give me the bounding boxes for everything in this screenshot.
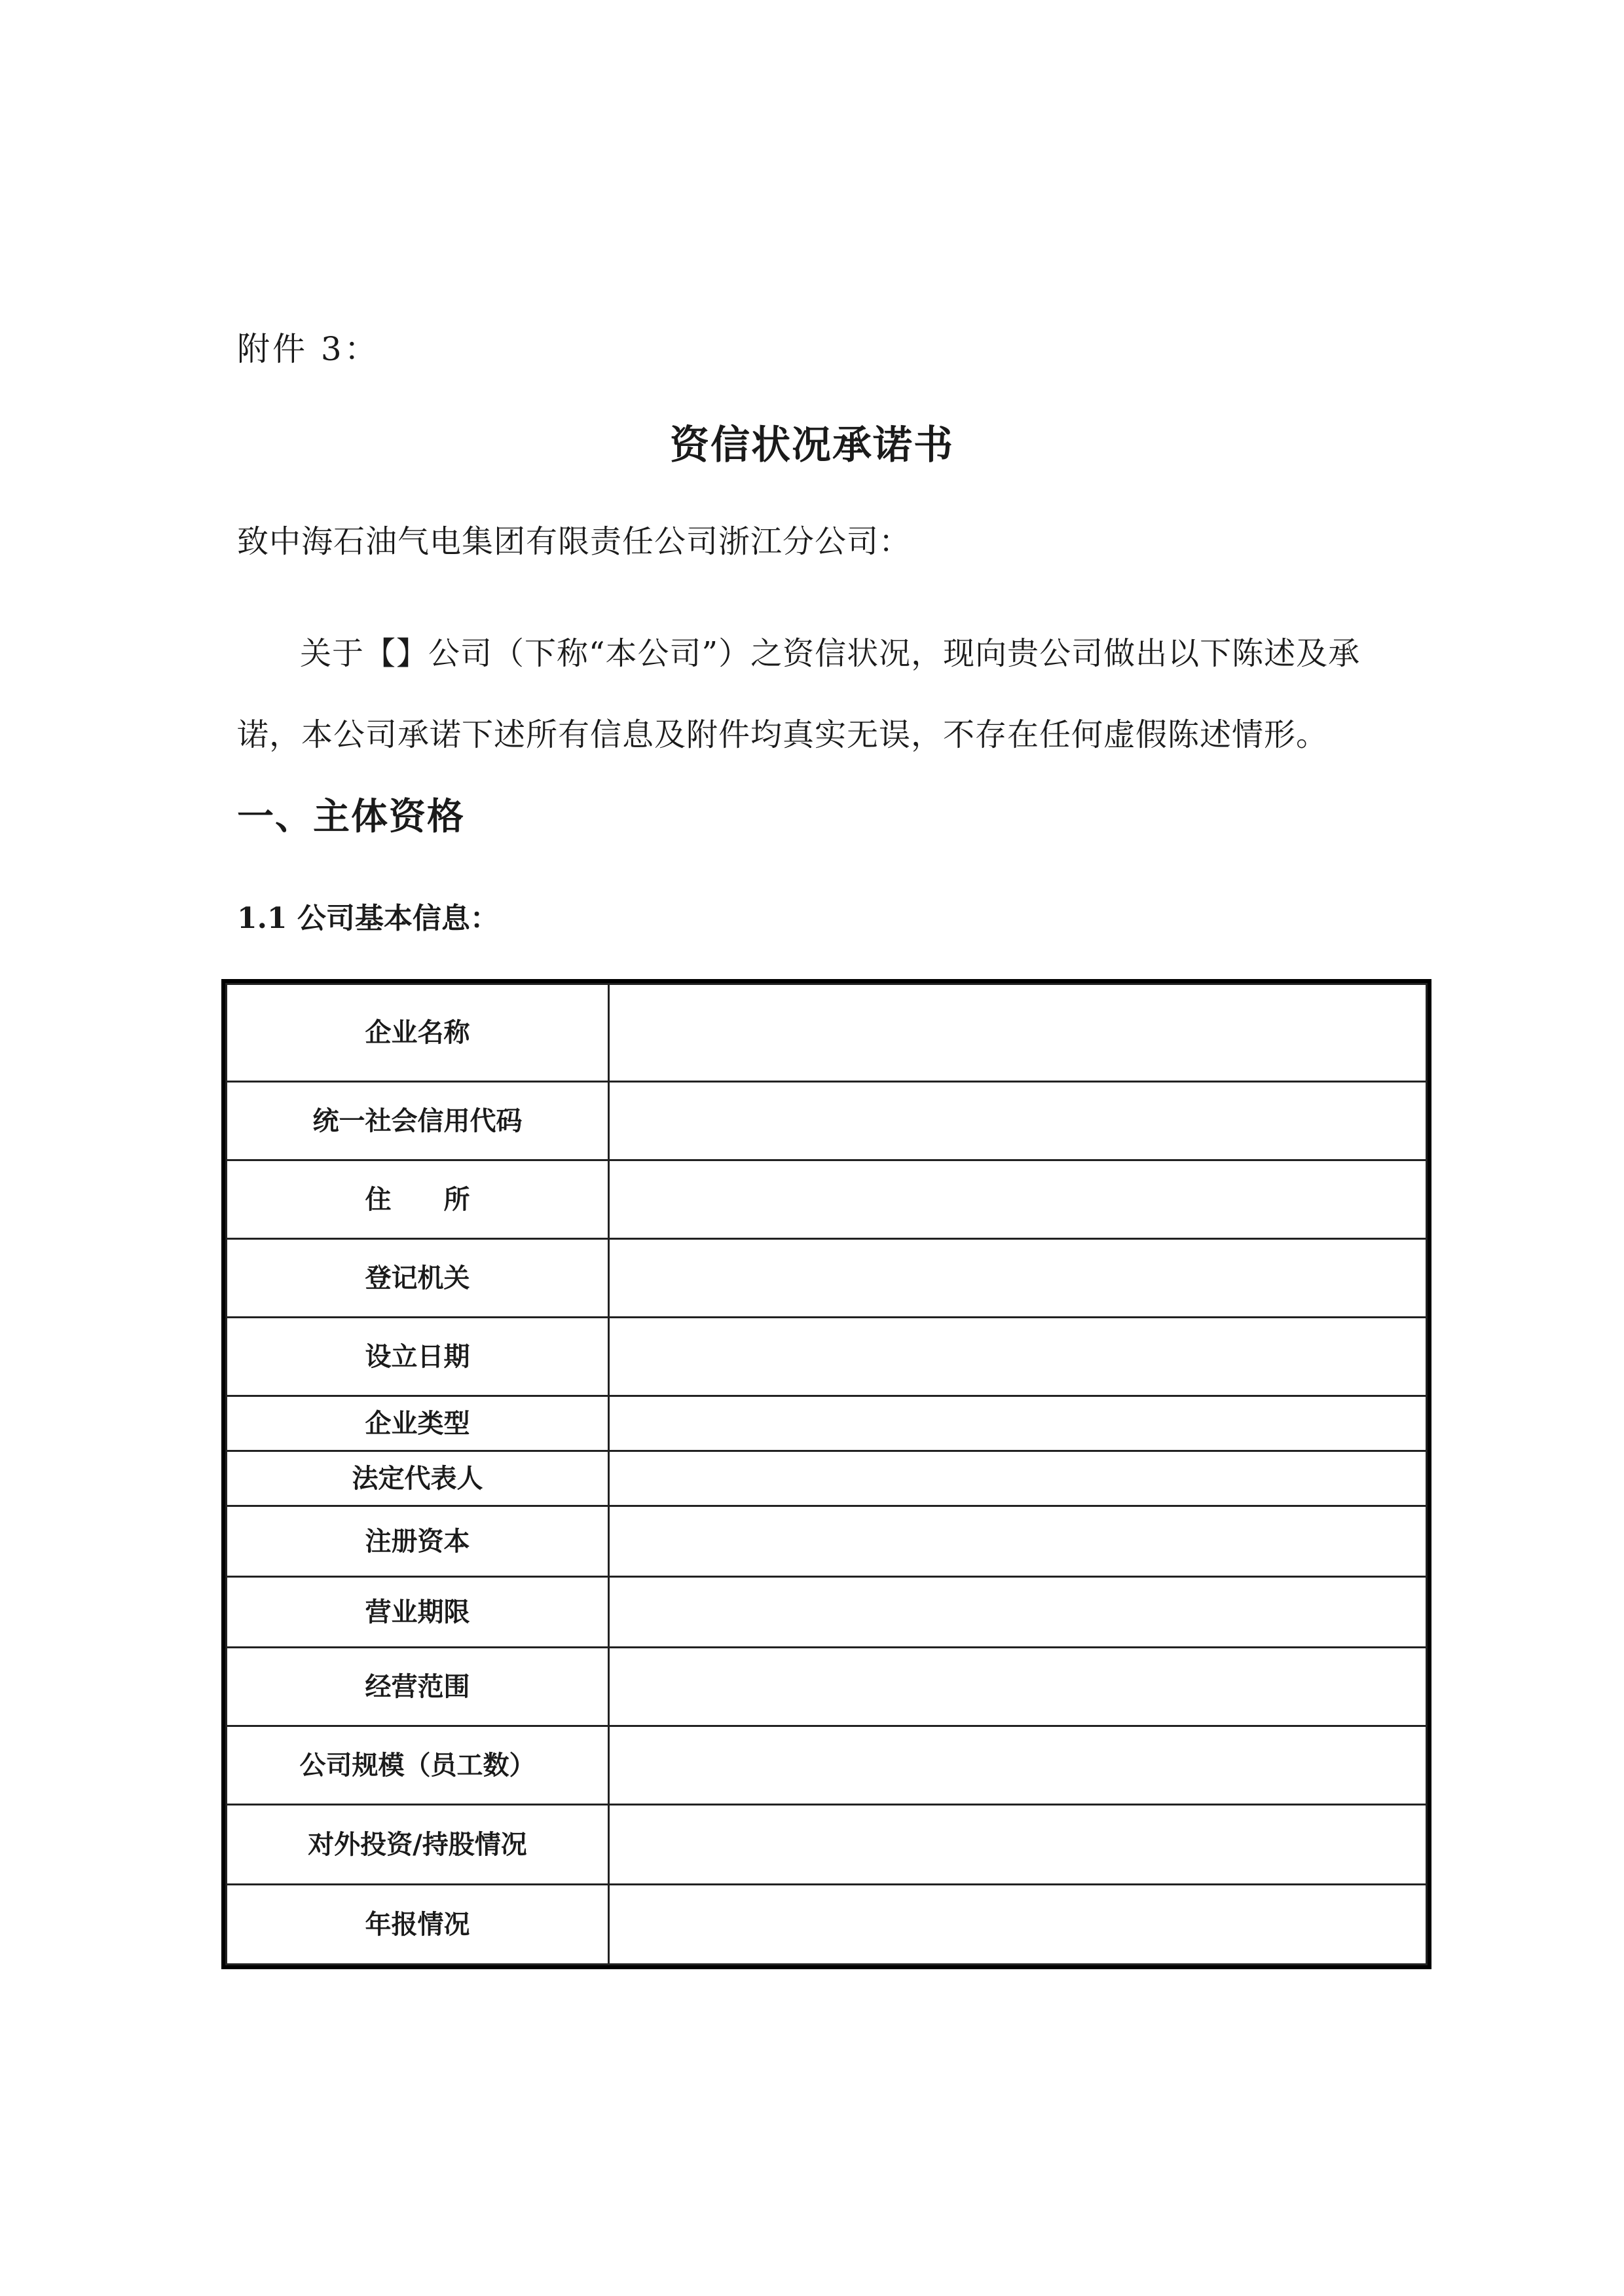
table-row [227, 1160, 1427, 1239]
row-label: 法定代表人 [227, 1451, 609, 1506]
row-value-field[interactable] [609, 1726, 1427, 1805]
row-label: 年报情况 [227, 1885, 609, 1965]
row-label: 企业名称 [227, 984, 609, 1082]
table-row [227, 1648, 1427, 1726]
row-value-field[interactable] [609, 1577, 1427, 1648]
row-label: 登记机关 [227, 1239, 609, 1318]
section-heading-subject-qualification: 一、主体资格 [237, 796, 465, 838]
row-value-field[interactable] [609, 1239, 1427, 1318]
table-row [227, 1577, 1427, 1648]
row-value-field[interactable] [609, 1160, 1427, 1239]
row-label: 住 所 [227, 1160, 609, 1239]
row-label: 经营范围 [227, 1648, 609, 1726]
table-row [227, 1396, 1427, 1451]
row-value-field[interactable] [609, 1506, 1427, 1577]
table-row [227, 1726, 1427, 1805]
row-label: 企业类型 [227, 1396, 609, 1451]
table-row [227, 1082, 1427, 1160]
row-value-field[interactable] [609, 1318, 1427, 1396]
table-row [227, 1318, 1427, 1396]
row-label: 设立日期 [227, 1318, 609, 1396]
row-value-field[interactable] [609, 1648, 1427, 1726]
attachment-label: 附件 3： [237, 330, 380, 368]
row-label: 营业期限 [227, 1577, 609, 1648]
row-value-field[interactable] [609, 984, 1427, 1082]
table-row [227, 984, 1427, 1082]
row-label: 对外投资/持股情况 [227, 1805, 609, 1885]
table-row [227, 1805, 1427, 1885]
subsection-heading-company-info: 1.1 公司基本信息： [237, 902, 499, 935]
document-title: 资信状况承诺书 [670, 422, 954, 468]
row-label: 注册资本 [227, 1506, 609, 1577]
table-row [227, 1506, 1427, 1577]
row-label: 公司规模（员工数） [227, 1726, 609, 1805]
row-value-field[interactable] [609, 1082, 1427, 1160]
row-value-field[interactable] [609, 1885, 1427, 1965]
addressee-line: 致中海石油气电集团有限责任公司浙江分公司： [237, 523, 912, 560]
table-row [227, 1885, 1427, 1965]
statement-paragraph: 关于【】公司（下称“本公司”）之资信状况，现向贵公司做出以下陈述及承诺，本公司承诺下述所有信息及附件均真实无误，不存在任何虚假陈述情形。 [237, 635, 1361, 753]
table-row [227, 1451, 1427, 1506]
row-value-field[interactable] [609, 1805, 1427, 1885]
company-info-table [221, 979, 1431, 1969]
row-value-field[interactable] [609, 1451, 1427, 1506]
row-value-field[interactable] [609, 1396, 1427, 1451]
table-row [227, 1239, 1427, 1318]
row-label: 统一社会信用代码 [227, 1082, 609, 1160]
